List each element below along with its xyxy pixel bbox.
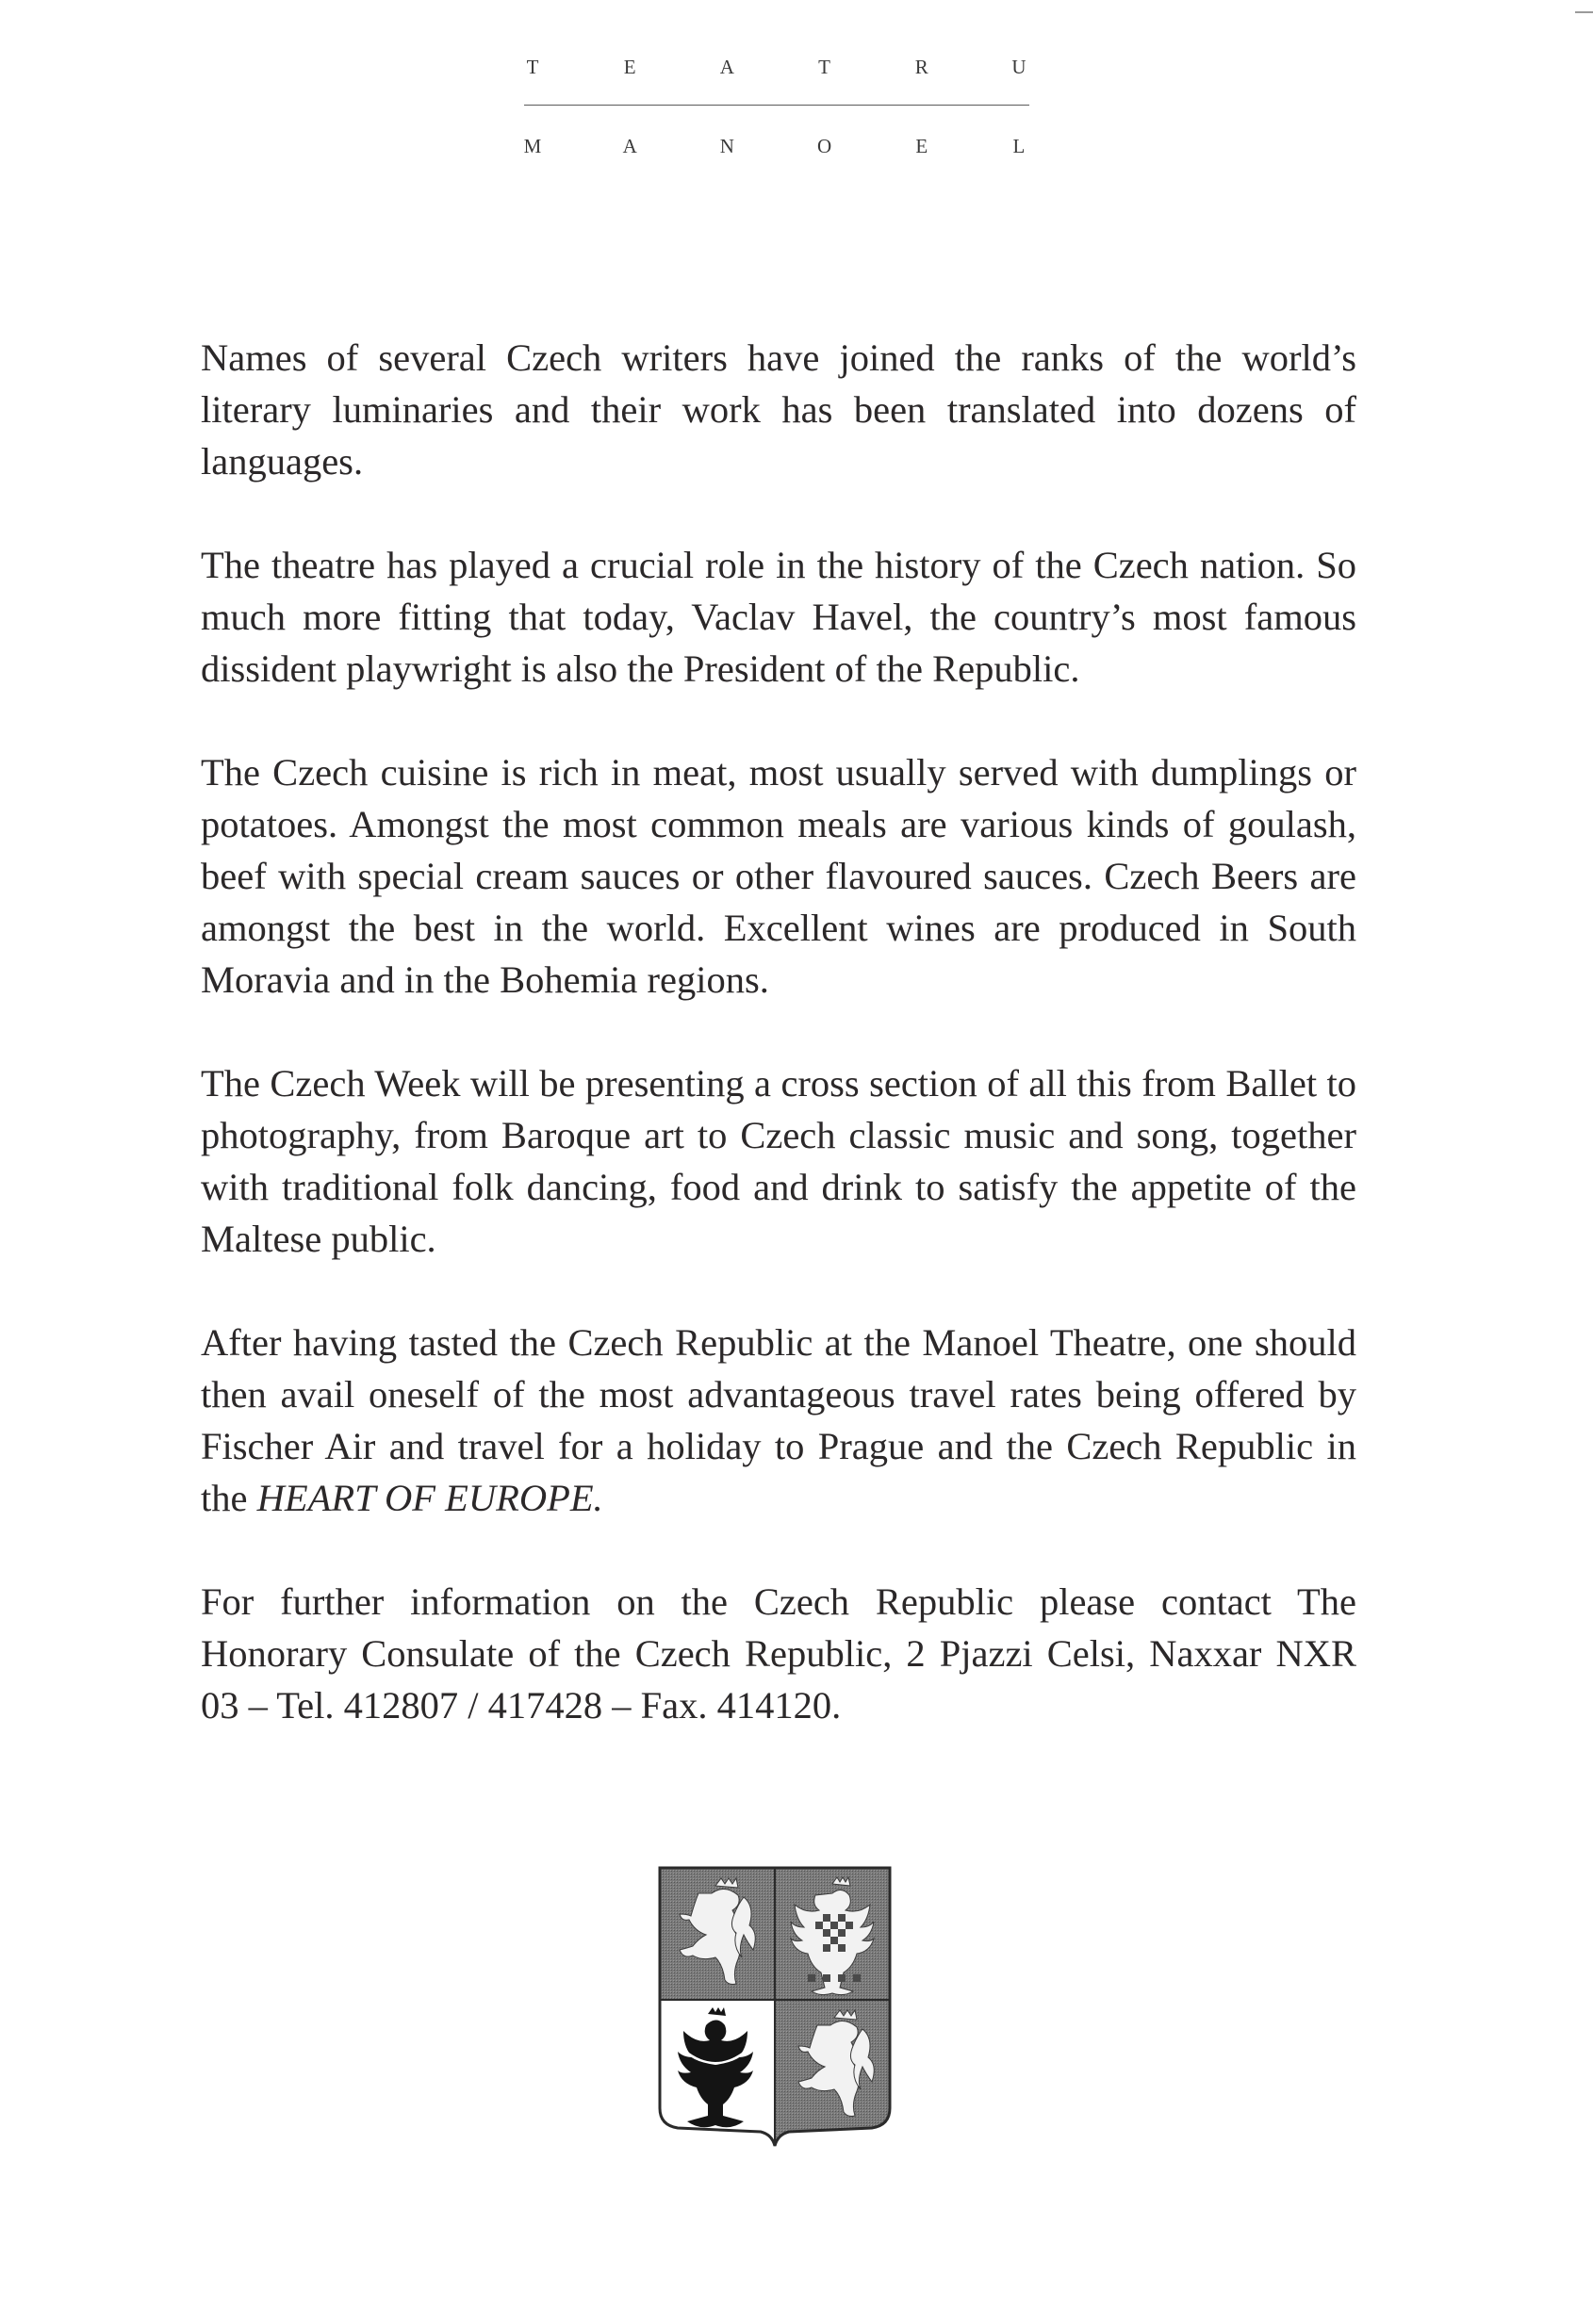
paragraph-travel bbox=[201, 1317, 1356, 1524]
masthead-letter: T bbox=[526, 56, 539, 78]
masthead-letter: N bbox=[719, 135, 734, 157]
masthead-letter: E bbox=[623, 56, 636, 78]
masthead-letter: U bbox=[1011, 56, 1026, 78]
paragraph-theatre-history: The theatre has played a crucial role in the history of the Czech nation. So much more fitting that today, Vaclav Havel, the country’s most famous dissident playwright is also the President of the Republic. bbox=[201, 544, 1356, 690]
paragraph-czech-cuisine: The Czech cuisine is rich in meat, most usually served with dumplings or potatoes. Amongst the most common meals are various kinds of goulash, beef with special cream sauces or other flavoured sauces. Czech Beers are amongst the best in the world. Excellent wines are produced in South Moravia and in the Bohemia regions. bbox=[201, 751, 1356, 1001]
heart-of-europe-emphasis: HEART OF EUROPE. bbox=[256, 1477, 603, 1519]
paragraph-czech-week: The Czech Week will be presenting a cross section of all this from Ballet to photography, from Baroque art to Czech classic music and song, together with traditional folk dancing, food and drink to satisfy the appetite of the Maltese public. bbox=[201, 1062, 1356, 1260]
paragraph-czech-writers: Names of several Czech writers have joined the ranks of the world’s literary luminaries and their work has been translated into dozens of languages. bbox=[201, 336, 1356, 483]
masthead-line-teatru bbox=[520, 55, 1031, 79]
teatru-manoel-masthead bbox=[520, 55, 1031, 158]
masthead-letter: A bbox=[719, 56, 734, 78]
travel-text: After having tasted the Czech Republic at the Manoel Theatre, one should then avail oneself of the most advantageous travel rates being offered by Fischer Air and travel for a holiday to Prague and the Czech Republic in the bbox=[201, 1321, 1356, 1519]
masthead-letter: E bbox=[915, 135, 928, 157]
masthead-letter: M bbox=[523, 135, 542, 157]
article-body bbox=[201, 332, 1356, 1731]
masthead-letter: R bbox=[914, 56, 928, 78]
paragraph-contact-information: For further information on the Czech Republic please contact The Honorary Consulate of the Czech Republic, 2 Pjazzi Celsi, Naxxar NXR 03 – Tel. 412807 / 417428 – Fax. 414120. bbox=[201, 1580, 1356, 1727]
scan-edge-mark bbox=[1575, 11, 1593, 13]
czech-coat-of-arms bbox=[657, 1865, 893, 2148]
masthead-letter: L bbox=[1012, 135, 1026, 157]
masthead-letter: A bbox=[622, 135, 637, 157]
masthead-letter: T bbox=[818, 56, 830, 78]
masthead-divider bbox=[524, 105, 1029, 106]
masthead-letter: O bbox=[816, 135, 832, 157]
coat-of-arms-shield-icon bbox=[657, 1865, 893, 2148]
masthead-line-manoel bbox=[520, 134, 1031, 158]
